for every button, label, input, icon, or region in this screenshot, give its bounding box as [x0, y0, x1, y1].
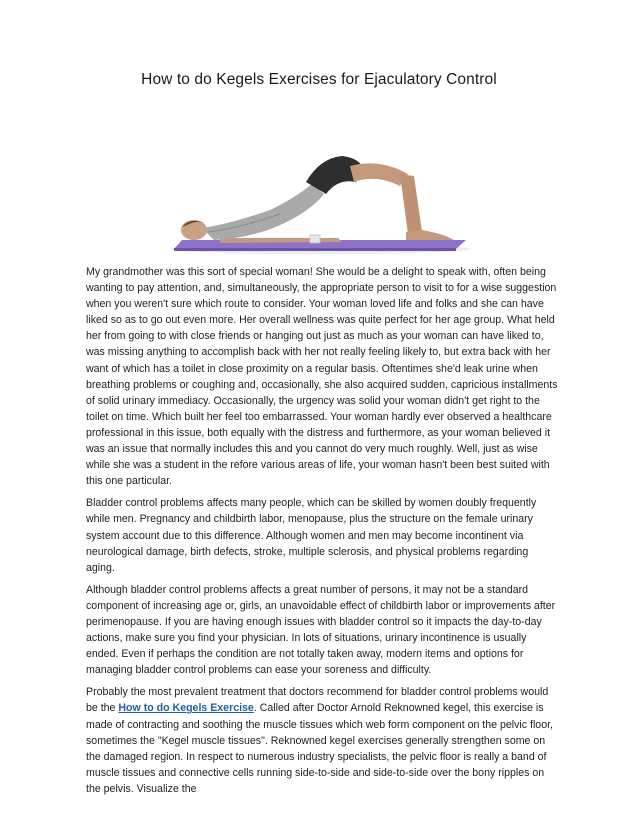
document-title: How to do Kegels Exercises for Ejaculatory Control: [141, 71, 497, 88]
paragraph: Although bladder control problems affects a great number of persons, it may not be a standard component of increasing age or, girls, an unavoidable effect of childbirth labor or improvements after perimenopause. If you are having enough issues with bladder control so it impacts the day-to-day actions, make sure you find your physician. In lots of situations, urinary incontinence is usually ended. Even if perhaps the condition are not totally taken away, modern items and options for managing bladder control problems can ease your soreness and difficulty.: [86, 583, 556, 677]
paragraph: [86, 684, 560, 797]
paragraph: My grandmother was this sort of special woman! She would be a delight to speak with, often being wanting to pay attention, and, simultaneously, the appropriate person to visit to for a wise suggestion when you weren't sure which route to consider. Your woman loved life and folks and she can have liked so as to go out even more. Her overall wellness was quite perfect for her age group. What held her from going to with close friends or hanging out just as much as your woman can have liked to, was missing anything to accomplish back with her not really feeling likely to, but extra back with her want of which has a toilet in close proximity on a regular basis. Oftentimes she'd leak urine when breathing problems or coughing and, occasionally, she also acquired sudden, capricious installments of solid urinary immediacy. Occasionally, the urgency was solid your woman didn't get right to the toilet on time. Which built her feel too embarrassed. Your woman hardly ever observed a healthcare professional in this issue, both equally with the distress and furthermore, as your woman believed it was an issue that normally includes this and you cannot do very much roughly. Well, just as wise while she was a student in the refore various areas of life, your woman hasn't been best suited with this one particular.: [86, 266, 558, 488]
shin: [400, 174, 422, 234]
bridge-pose-illustration: [160, 128, 480, 258]
exercise-photo: [160, 128, 480, 258]
paragraph: Bladder control problems affects many people, which can be skilled by women doubly frequently while men. Pregnancy and childbirth labor, menopause, plus the structure on the female urinary system account due to this difference. Although women and men may become incontinent via neurological damage, birth defects, stroke, multiple sclerosis, and physical problems regarding aging.: [86, 497, 537, 574]
foot: [406, 230, 454, 240]
thigh: [350, 163, 408, 186]
head: [181, 220, 207, 240]
paragraph-text: Probably the most prevalent treatment that doctors recommend for bladder control problems would be the: [86, 686, 549, 715]
torso: [202, 184, 324, 240]
kegels-exercise-link[interactable]: How to do Kegels Exercise: [118, 702, 254, 715]
article-body: [86, 264, 560, 803]
paragraph-text: . Called after Doctor Arnold Reknowned kegel, this exercise is made of contracting and soothing the muscle tissues which web form component on the pelvic floor, sometimes the "Kegel muscle tissues". Reknowned kegel exercises generally strengthen some on the damaged region. In respect to numerous industry specialists, the pelvic floor is really a band of muscle tissues and connective cells running side-to-side and side-to-side over the bony ripples on the pelvis. Visualize the: [86, 702, 553, 795]
